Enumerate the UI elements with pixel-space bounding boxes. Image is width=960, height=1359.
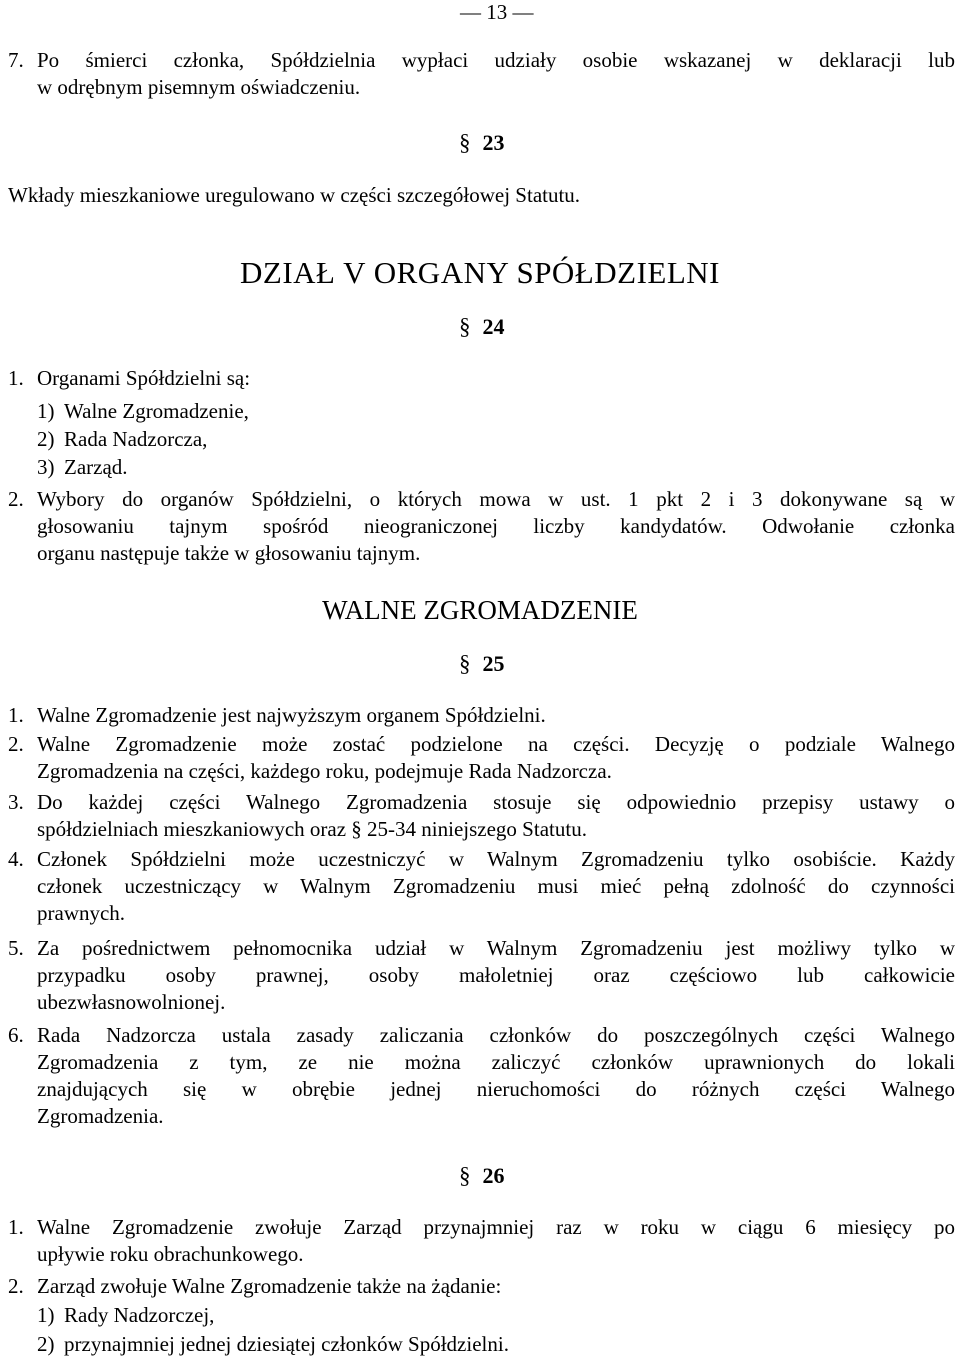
item-text: członek uczestniczący w Walnym Zgromadzeniu musi mieć pełną zdolność do czynności: [37, 874, 955, 898]
item-text: spółdzielniach mieszkaniowych oraz § 25-34 niniejszego Statutu.: [37, 817, 587, 841]
section-number: 26: [482, 1163, 505, 1188]
item-text: Organami Spółdzielni są:: [37, 366, 251, 390]
item-number: 1.: [8, 366, 24, 390]
item-text: Zgromadzenia na części, każdego roku, podejmuje Rada Nadzorcza.: [37, 759, 612, 783]
item-number: 4.: [8, 847, 24, 871]
item-text: głosowaniu tajnym spośród nieograniczonej liczby kandydatów. Odwołanie członka: [37, 514, 955, 538]
list-item: [8, 1273, 955, 1300]
section-heading-24: [459, 313, 505, 340]
list-item: [8, 935, 955, 1016]
item-text: przypadku osoby prawnej, osoby małoletniej oraz częściowo lub całkowicie: [37, 963, 955, 987]
list-item: [8, 731, 955, 785]
item-number: 2.: [8, 487, 24, 511]
section-heading-23: [459, 129, 505, 156]
item-number: 1.: [8, 1215, 24, 1239]
item-text: Zarząd zwołuje Walne Zgromadzenie także na żądanie:: [37, 1274, 502, 1298]
item-text: organu następuje także w głosowaniu tajnym.: [37, 541, 421, 565]
subchapter-title: WALNE ZGROMADZENIE: [322, 595, 638, 625]
list-item: [8, 846, 955, 927]
sub-item-number: 2): [37, 427, 55, 451]
section-number: 23: [482, 130, 505, 155]
item-text: Wybory do organów Spółdzielni, o których mowa w ust. 1 pkt 2 i 3 dokonywane są w: [37, 487, 955, 511]
paragraph: Wkłady mieszkaniowe uregulowano w części szczegółowej Statutu.: [8, 183, 581, 207]
item-text: Walne Zgromadzenie zwołuje Zarząd przynajmniej raz w roku w ciągu 6 miesięcy po: [37, 1215, 955, 1239]
sub-item: [37, 1302, 214, 1329]
section-symbol: §: [459, 1163, 471, 1188]
list-item: [8, 47, 955, 101]
item-text: Członek Spółdzielni może uczestniczyć w Walnym Zgromadzeniu tylko osobiście. Każdy: [37, 847, 955, 871]
item-text: Za pośrednictwem pełnomocnika udział w Walnym Zgromadzeniu jest możliwy tylko w: [37, 936, 955, 960]
section-heading-26: [459, 1162, 505, 1189]
sub-item: [37, 398, 249, 425]
item-text: Walne Zgromadzenie jest najwyższym organem Spółdzielni.: [37, 703, 546, 727]
item-text: ubezwłasnowolnionej.: [37, 990, 226, 1014]
list-item: [8, 365, 955, 392]
item-text: upływie roku obrachunkowego.: [37, 1242, 304, 1266]
list-item: [8, 702, 955, 729]
item-number: 2.: [8, 732, 24, 756]
sub-item-number: 1): [37, 1303, 55, 1327]
section-symbol: §: [459, 314, 471, 339]
item-number: 2.: [8, 1274, 24, 1298]
list-item: [8, 486, 955, 567]
sub-item-number: 2): [37, 1332, 55, 1356]
section-symbol: §: [459, 651, 471, 676]
list-item: [8, 789, 955, 843]
chapter-title: DZIAŁ V ORGANY SPÓŁDZIELNI: [240, 255, 720, 290]
sub-item-text: Rady Nadzorczej,: [64, 1303, 215, 1327]
item-number: 3.: [8, 790, 24, 814]
sub-item: [37, 1331, 509, 1358]
item-text: znajdujących się w obrębie jednej nieruchomości do różnych części Walnego: [37, 1077, 955, 1101]
item-text: Zgromadzenia.: [37, 1104, 164, 1128]
item-text: Zgromadzenia z tym, ze nie można zaliczyć członków uprawnionych do lokali: [37, 1050, 955, 1074]
item-number: 6.: [8, 1023, 24, 1047]
sub-item-text: Zarząd.: [64, 455, 128, 479]
sub-item-text: Rada Nadzorcza,: [64, 427, 208, 451]
item-text: Po śmierci członka, Spółdzielnia wypłaci udziały osobie wskazanej w deklaracji lub: [37, 48, 955, 72]
item-text: w odrębnym pisemnym oświadczeniu.: [37, 75, 361, 99]
sub-item-number: 1): [37, 399, 55, 423]
item-number: 5.: [8, 936, 24, 960]
sub-item-text: przynajmniej jednej dziesiątej członków Spółdzielni.: [64, 1332, 509, 1356]
item-text: prawnych.: [37, 901, 126, 925]
section-number: 25: [482, 651, 505, 676]
sub-item: [37, 454, 128, 481]
list-item: [8, 1022, 955, 1130]
sub-item-text: Walne Zgromadzenie,: [64, 399, 249, 423]
item-number: 1.: [8, 703, 24, 727]
item-text: Do każdej części Walnego Zgromadzenia stosuje się odpowiednio przepisy ustawy o: [37, 790, 955, 814]
item-number: 7.: [8, 48, 24, 72]
item-text: Rada Nadzorcza ustala zasady zaliczania członków do poszczególnych części Walnego: [37, 1023, 955, 1047]
sub-item-number: 3): [37, 455, 55, 479]
section-symbol: §: [459, 130, 471, 155]
page-number: — 13 —: [460, 0, 534, 24]
item-text: Walne Zgromadzenie może zostać podzielone na części. Decyzję o podziale Walnego: [37, 732, 955, 756]
section-heading-25: [459, 650, 505, 677]
section-number: 24: [482, 314, 505, 339]
list-item: [8, 1214, 955, 1268]
sub-item: [37, 426, 207, 453]
